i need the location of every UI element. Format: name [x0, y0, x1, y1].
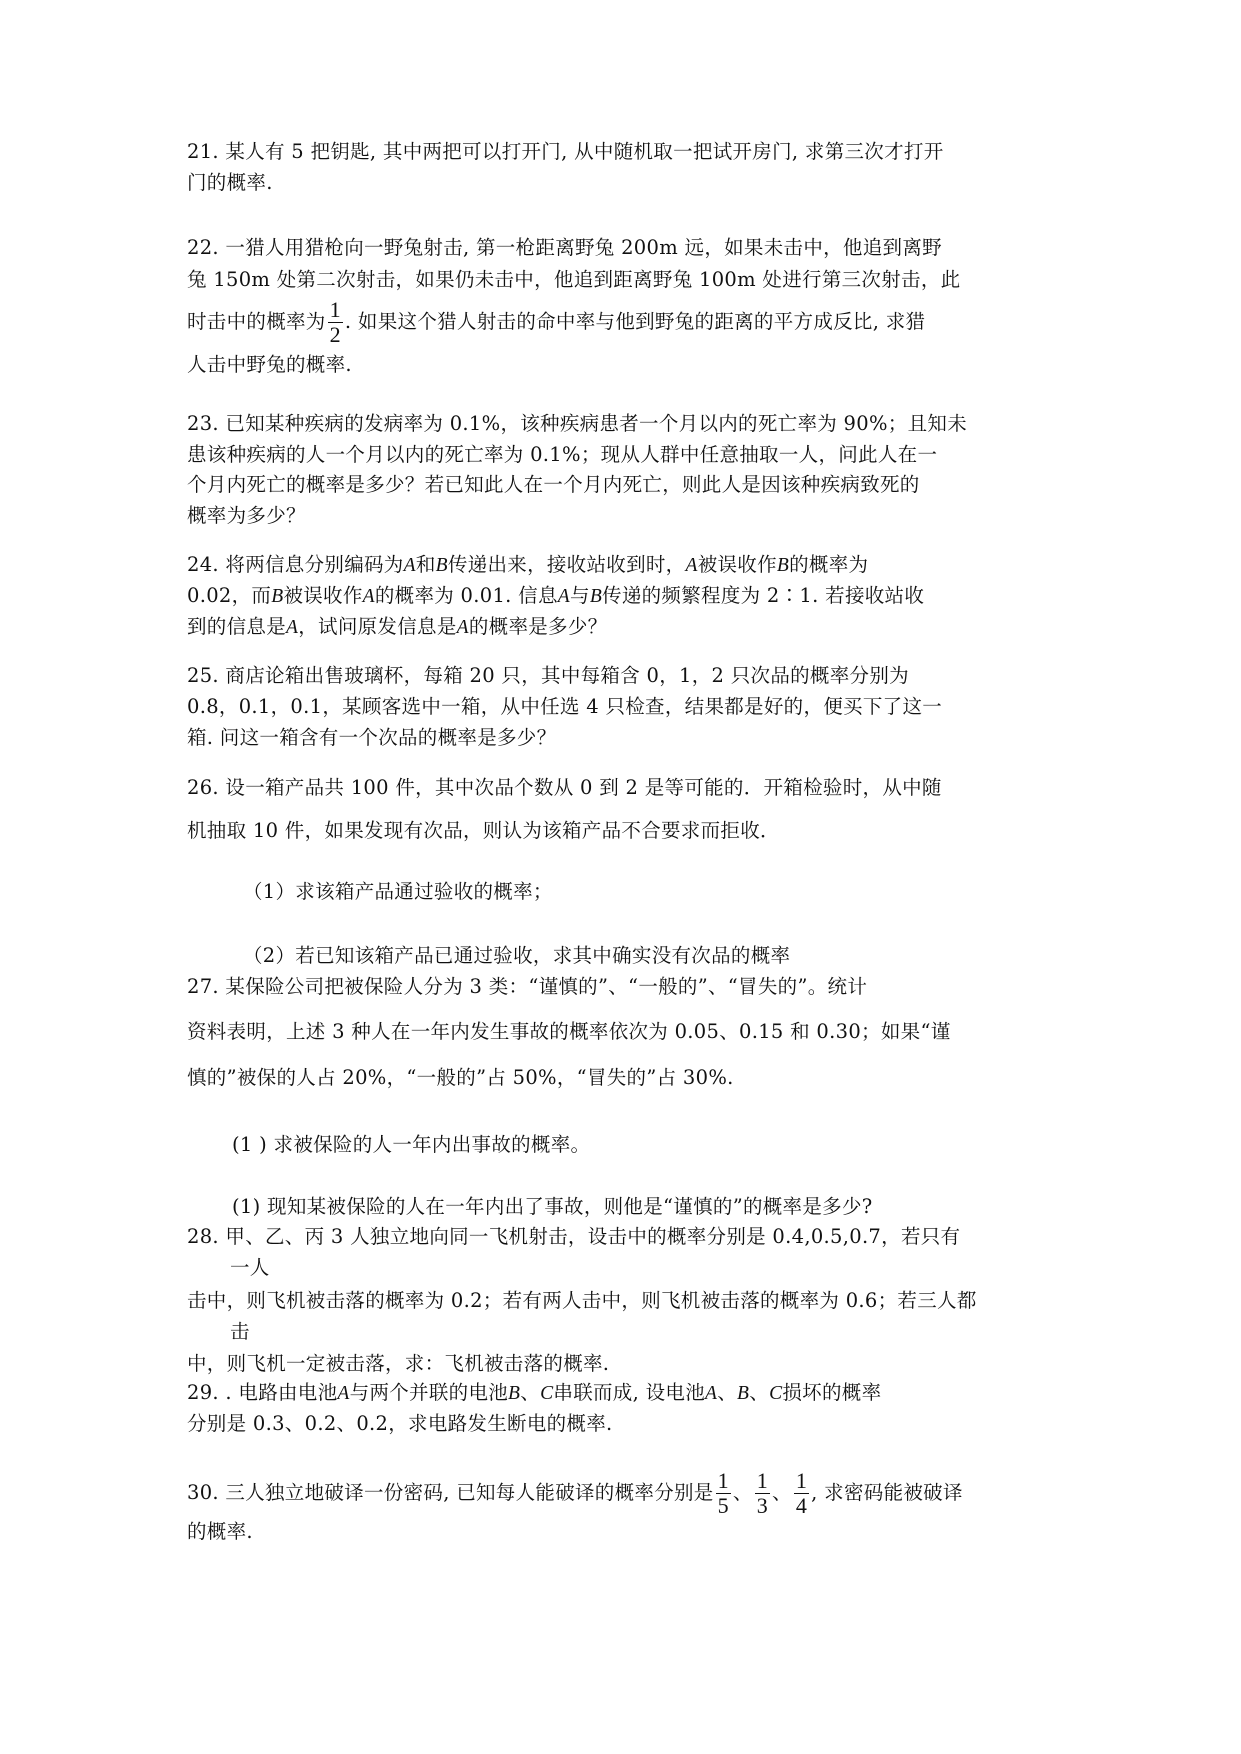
q29-separator: 、: [520, 1381, 541, 1404]
q28-line-1: 28. 甲、乙、丙 3 人独立地向同一飞机射击，设击中的概率分别是 0.4,0.5,0.7，若只有: [187, 1225, 961, 1248]
q29-line-1: [187, 1377, 881, 1405]
fraction-one-fourth: [794, 1469, 809, 1518]
fraction-denominator: 5: [717, 1493, 729, 1519]
var-c: C: [769, 1383, 783, 1404]
q21-line-2: 门的概率.: [187, 171, 273, 194]
q24-l1-c: 传递出来，接收站收到时，: [447, 553, 686, 576]
q29-line-2: 分别是 0.3、0.2、0.2，求电路发生断电的概率.: [187, 1412, 613, 1435]
var-b: B: [737, 1383, 750, 1404]
q23-line-1: 23. 已知某种疾病的发病率为 0.1%，该种疾病患者一个月以内的死亡率为 90%；且知未: [187, 412, 967, 435]
var-a: A: [337, 1383, 350, 1404]
var-b: B: [508, 1383, 521, 1404]
var-b: B: [776, 555, 790, 576]
q22-line-3-pre: 时击中的概率为: [187, 310, 326, 334]
q27-subquestion-2: (1) 现知某被保险的人在一年内出了事故，则他是“谨慎的”的概率是多少?: [232, 1195, 873, 1218]
q23-line-4: 概率为多少？: [187, 504, 306, 527]
q22-line-3-post: . 如果这个猎人射击的命中率与他到野兔的距离的平方成反比, 求猎: [344, 310, 926, 334]
fraction-numerator: 1: [717, 1468, 729, 1493]
fraction-numerator: 1: [329, 297, 341, 322]
q24-l3-a: 到的信息是: [187, 615, 287, 638]
q28-line-4: 击: [230, 1320, 250, 1343]
fraction-denominator: 4: [795, 1493, 808, 1519]
fraction-numerator: 1: [756, 1468, 769, 1493]
q29-l1-b: 与两个并联的电池: [349, 1381, 509, 1404]
var-a: A: [403, 555, 416, 576]
var-a: A: [685, 555, 698, 576]
q24-l2-a: 0.02，而: [187, 584, 272, 607]
q24-l3-c: 的概率是多少？: [468, 615, 608, 638]
q28-line-2: 一人: [230, 1256, 270, 1279]
q24-l2-e: 传递的频繁程度为 2∶1. 若接收站收: [602, 584, 925, 607]
q27-line-3: 慎的”被保的人占 20%，“一般的”占 50%，“冒失的”占 30%.: [187, 1066, 734, 1089]
var-a: A: [456, 617, 469, 638]
q29-separator: 、: [717, 1381, 738, 1404]
q30-l1-b: , 求密码能被破译: [811, 1481, 963, 1505]
q24-l1-d: 被误收作: [697, 553, 777, 576]
var-a: A: [286, 617, 299, 638]
q25-line-2: 0.8，0.1，0.1，某顾客选中一箱，从中任选 4 只检查，结果都是好的，便买下了这一: [187, 695, 943, 718]
fraction-denominator: 3: [756, 1493, 769, 1519]
fraction-numerator: 1: [795, 1468, 808, 1493]
q30-l1-a: 30. 三人独立地破译一份密码, 已知每人能破译的概率分别是: [187, 1481, 714, 1505]
q24-line-2: [187, 580, 924, 608]
q27-subquestion-1: (1 ) 求被保险的人一年内出事故的概率。: [232, 1133, 591, 1156]
q23-line-2: 患该种疾病的人一个月以内的死亡率为 0.1%；现从人群中任意抽取一人，问此人在一: [187, 443, 938, 466]
q21-line-1: 21. 某人有 5 把钥匙, 其中两把可以打开门, 从中随机取一把试开房门, 求第三次才打开: [187, 140, 944, 163]
q26-line-2: 机抽取 10 件，如果发现有次品，则认为该箱产品不合要求而拒收．: [187, 819, 780, 842]
var-c: C: [540, 1383, 554, 1404]
q29-l1-a: 29. . 电路由电池: [187, 1381, 338, 1404]
q28-line-5: 中，则飞机一定被击落，求：飞机被击落的概率.: [187, 1352, 610, 1375]
var-b: B: [271, 586, 284, 607]
q30-separator: 、: [772, 1481, 792, 1505]
var-a: A: [557, 586, 570, 607]
q27-line-2: 资料表明，上述 3 种人在一年内发生事故的概率依次为 0.05、0.15 和 0.30；如果“谨: [187, 1020, 951, 1043]
var-a: A: [362, 586, 375, 607]
q24-l2-b: 被误收作: [283, 584, 363, 607]
var-b: B: [589, 586, 603, 607]
q23-line-3: 个月内死亡的概率是多少？若已知此人在一个月内死亡，则此人是因该种疾病致死的: [187, 473, 920, 496]
q24-l1-e: 的概率为: [789, 553, 869, 576]
q24-line-3: [187, 611, 607, 639]
q25-line-1: 25. 商店论箱出售玻璃杯，每箱 20 只，其中每箱含 0，1，2 只次品的概率分别为: [187, 664, 909, 687]
q25-line-3: 箱. 问这一箱含有一个次品的概率是多少？: [187, 726, 557, 749]
q29-l1-d: 损坏的概率: [782, 1381, 882, 1404]
q29-separator: 、: [749, 1381, 770, 1404]
fraction-one-fifth: [716, 1469, 731, 1518]
q27-line-1: 27. 某保险公司把被保险人分为 3 类：“谨慎的”、“一般的”、“冒失的”。统计: [187, 975, 868, 998]
q26-line-1: 26. 设一箱产品共 100 件，其中次品个数从 0 到 2 是等可能的．开箱检验时，从中随: [187, 776, 942, 799]
q29-l1-c: 串联而成, 设电池: [553, 1381, 705, 1404]
fraction-one-half: [328, 298, 343, 347]
q30-line-1: [187, 1469, 963, 1518]
fraction-one-third: [755, 1469, 770, 1518]
q22-line-4: 人击中野兔的概率.: [187, 353, 352, 376]
var-a: A: [705, 1383, 718, 1404]
var-b: B: [435, 555, 448, 576]
q26-subquestion-2: （2）若已知该箱产品已通过验收，求其中确实没有次品的概率: [243, 944, 791, 967]
q24-l3-b: ，试问原发信息是: [298, 615, 457, 638]
fraction-denominator: 2: [329, 322, 341, 348]
q24-l1-a: 24. 将两信息分别编码为: [187, 553, 404, 576]
q22-line-3: [187, 298, 925, 347]
q30-line-2: 的概率.: [187, 1520, 253, 1543]
q28-line-3: 击中，则飞机被击落的概率为 0.2；若有两人击中，则飞机被击落的概率为 0.6；若三人都: [187, 1289, 977, 1312]
q24-line-1: [187, 549, 868, 577]
q26-subquestion-1: （1）求该箱产品通过验收的概率；: [243, 880, 553, 903]
q30-separator: 、: [732, 1481, 753, 1505]
q24-l2-c: 的概率为 0.01. 信息: [374, 584, 558, 607]
q22-line-2: 兔 150m 处第二次射击，如果仍未击中，他追到距离野兔 100m 处进行第三次射击，此: [187, 268, 961, 291]
q22-line-1: 22. 一猎人用猎枪向一野兔射击, 第一枪距离野兔 200m 远，如果未击中，他追到离野: [187, 236, 942, 259]
q24-l1-b: 和: [415, 553, 436, 576]
q24-l2-d: 与: [570, 584, 590, 607]
